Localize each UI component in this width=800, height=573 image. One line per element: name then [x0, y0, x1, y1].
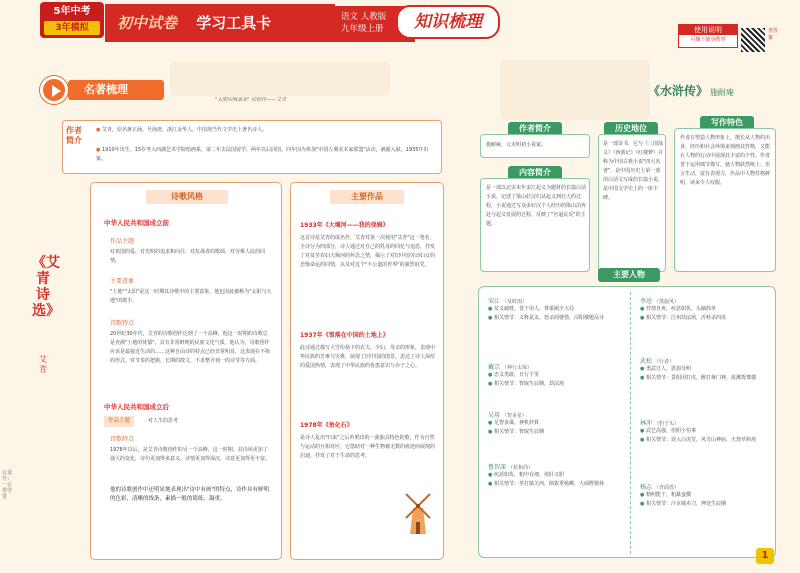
- feature-text: 1978年以后，是艾青诗歌创作的另一个高峰，这一时期，其诗风更加了强大的变化，诗句更加得多意义，诗情更加得深沉，诗意更加得更丰富。: [110, 447, 271, 462]
- style-closing: 他的诗歌创作中还明显地表现出"诗中有画"的特点，诗作具有鲜明的色彩，清晰的线条，素描一般的简练、凝重。: [110, 487, 270, 502]
- author-item-text: 艾青，原名蒋正涵，号海澄，浙江金华人，中国现当代文学史上著名诗人。: [101, 127, 267, 133]
- character-story: 相关情节：拳打镇关西，倒拔垂杨柳，大闹野猪林: [493, 481, 604, 487]
- character-story: 相关情节：误入白虎堂，风雪山神庙，火烧草料场: [645, 437, 756, 443]
- history-text: 是一部奇书，它与《三国演义》《西游记》《红楼梦》并称为中国古典小说"四大名著"，是中国历史上第一部用白话文写成的长篇小说，是中国文学史上的一座丰碑。: [603, 141, 664, 201]
- character-name: 李逵: [640, 298, 653, 305]
- characters-tab: 主要人物: [598, 268, 660, 282]
- character-nickname: （豹子头）: [653, 421, 679, 427]
- side-note: 公众号：一公里学堂: [2, 470, 13, 500]
- book-title-vertical: 《艾青诗选》: [32, 255, 60, 319]
- work-title: 1978年《鱼化石》: [300, 422, 353, 429]
- feature-label: 诗歌特点: [110, 436, 135, 443]
- character-story: 相关情节：智取生辰纲: [493, 429, 544, 435]
- usage-subtitle: 可撕下随身携带: [690, 37, 726, 43]
- character-name: 杨志: [640, 484, 653, 491]
- sun-illustration: [170, 62, 390, 96]
- character-nickname: （花和尚）: [507, 465, 533, 471]
- book-author: 施耐庵: [709, 88, 734, 97]
- image-text: "土地""太阳"是这一时期其诗歌中的主要意象，他也因此被称为"太阳与大地"的歌手。: [110, 289, 272, 304]
- theme-text: 对人生的思考: [148, 418, 179, 424]
- character-card: 鲁智深 （花和尚） ● 疾恶如仇，粗中有细，侠肝义胆 ● 相关情节：拳打镇关西，倒拔垂杨柳，大闹野猪林: [488, 464, 604, 487]
- windmill-icon: [404, 488, 432, 536]
- work-text: 这首诗是艾青的成名作，艾青对第一次使用"艾青"这一笔名。全诗分为四部分，诗人通过对自己的乳母的回忆与追思，抒发了对贫苦农妇大堰河的怀念之情，揭示了对旧中国劳动妇女的悲惨命运的同情，以及对这个"不公道的世界"的强烈诅咒。: [300, 235, 436, 268]
- work-title: 1933年《大堰河——我的保姆》: [300, 222, 389, 229]
- character-card: 杨志 （青面兽） ● 精明能干，粗暴蛮横 ● 相关情节：汴京城卖刀，押送生辰纲: [640, 484, 726, 507]
- character-card: 戴宗 （神行太保） ● 忠义勇敢，日行千里 ● 相关情节：智取生辰纲，劫法场: [488, 364, 564, 387]
- character-nickname: （青面兽）: [653, 485, 679, 491]
- product-name: 学习工具卡: [196, 14, 272, 32]
- writing-text: 作者在塑造人物形象上，擅长从人物的出身、经历和社会环境来刻画其性格，又能在人物的行动中展现其丰富的个性。作者善于运用细节描写，使人物跃然纸上；语言生动，富有表现力，作品中人物性格鲜明，读来令人叹服。: [680, 135, 771, 186]
- character-card: 林冲 （豹子头） ● 武艺高强，但胆小怕事 ● 相关情节：误入白虎堂，风雪山神庙，火烧草料场: [640, 420, 756, 443]
- author-tab: 作者简介: [508, 122, 562, 136]
- characters-divider: [630, 292, 631, 554]
- scan-label: 查答案: [768, 28, 779, 41]
- play-icon[interactable]: [40, 76, 68, 104]
- character-nickname: （黑旋风）: [653, 299, 679, 305]
- character-traits: 疾恶如仇，粗中有细，侠肝义胆: [493, 472, 564, 478]
- character-traits: 精明能干，粗暴蛮横: [645, 492, 691, 498]
- character-story: 相关情节：江州劫法场，沂岭杀四虎: [645, 315, 726, 321]
- book-title-heading: [648, 82, 770, 102]
- usage-note: [678, 24, 738, 48]
- author-item: ● 1910年出生，15岁考入西湖艺术学院绘画系，第二年去法国留学，两年以后回国。同年因为参加"中国左翼美术家联盟"活动，被捕入狱，1935年出狱。: [96, 147, 429, 162]
- subject-label: 语文 人教版: [341, 12, 387, 22]
- character-story: 相关情节：景阳冈打虎，醉打蒋门神，血溅鸳鸯楼: [645, 375, 756, 381]
- character-name: 武松: [640, 358, 653, 365]
- character-name: 戴宗: [488, 364, 501, 371]
- works-heading: 主要作品: [330, 190, 404, 204]
- section-title: 名著梳理: [68, 80, 164, 100]
- character-card: 李逵 （黑旋风） ● 性情直爽，疾恶如仇，头脑简单 ● 相关情节：江州劫法场，沂岭杀四虎: [640, 298, 726, 321]
- character-traits: 仗义疏财，善于用人，尊重顾全大局: [493, 306, 574, 312]
- author-item-text: 1910年出生，15岁考入西湖艺术学院绘画系，第二年去法国留学，两年以后回国。同年因为参加"中国左翼美术家联盟"活动，被捕入狱，1935年出狱。: [96, 147, 429, 162]
- character-nickname: （智多星）: [501, 413, 527, 419]
- character-story: 相关情节：智取生辰纲，劫法场: [493, 381, 564, 387]
- qr-code-icon[interactable]: [741, 28, 765, 52]
- writing-tab: 写作特色: [700, 116, 754, 130]
- theme-label: 作品主题: [110, 238, 135, 245]
- grade-label: 九年级上册: [341, 24, 384, 34]
- content-tab: 内容简介: [508, 166, 562, 180]
- author-text: 施耐庵，元末明初小说家。: [486, 142, 547, 148]
- book-title: 《水浒传》: [648, 84, 709, 98]
- work-text: 是诗人复出"归来"之后吟唱出的一曲独具特色的歌，作为自然与运动的互相对应，它借助对一种生物被无数的痕迹而展现的启迪，抒发了对于生命的思考。: [300, 435, 436, 459]
- content-text: 是一部以北宋末年宋江起义为题材的长篇白话小说，记述了梁山好汉们从起义到壮大的过程，小说通过写众多好汉个人经历的梁山泊奔赴与起义发展的过程，反映了"官逼民反"的主题。: [486, 185, 587, 227]
- character-traits: 勇武过人，恩怨分明: [645, 366, 691, 372]
- logo-line-1: 5年中考: [53, 6, 91, 17]
- character-story: 相关情节：汴京城卖刀，押送生辰纲: [645, 501, 726, 507]
- theme-chip: 作品主题: [104, 416, 134, 427]
- feature-text: 20世纪30年代，艾青的诗歌创作达到了一个高峰，他这一时期的诗歌总是充满"土地的忧郁"，具有非常鲜明的民族文化气质。他认为，诗歌创作应该是最接近生活的……这种自由诗的特点已经非常明显，这表现在不拘的形式，对节奏的把握，长期的散文，不求整齐划一的诗节等方面。: [110, 331, 271, 364]
- character-card: 吴用 （智多星） ● 足智多谋，神机妙算 ● 相关情节：智取生辰纲: [488, 412, 544, 435]
- era-heading: 中华人民共和国成立后: [104, 403, 169, 411]
- character-name: 林冲: [640, 420, 653, 427]
- theme-text: 对祖国的爱、对光明的追求和向往、对抗战者的歌颂、对劳难人民的同情。: [110, 249, 266, 264]
- character-name: 吴用: [488, 412, 501, 419]
- feature-label: 诗歌特点: [110, 320, 135, 327]
- character-traits: 足智多谋，神机妙算: [493, 420, 539, 426]
- author-item: ● 艾青，原名蒋正涵，号海澄，浙江金华人，中国现当代文学史上著名诗人。: [96, 127, 267, 133]
- book-author-vertical: 艾青: [39, 355, 47, 374]
- brand-logo: [40, 2, 104, 38]
- series-banner: [105, 4, 335, 42]
- series-name: 初中试卷: [117, 14, 178, 32]
- character-card: 宋江 （及时雨） ● 仗义疏财，善于用人，尊重顾全大局 ● 相关情节：义释晁盖，怒杀阎婆惜，浔阳楼题反诗: [488, 298, 604, 321]
- character-nickname: （及时雨）: [501, 299, 527, 305]
- character-nickname: （神行太保）: [501, 365, 532, 371]
- poem-caption: "太阳向我滚来" 的创作——艾青: [215, 97, 287, 103]
- character-traits: 忠义勇敢，日行千里: [493, 372, 539, 378]
- work-text: 此诗通过描写大雪纷扬下的农夫、少妇、母亲的形象，表现中华民族的苦难与灾难，展现了旧中国的图景，表达了诗人深厚的爱国热情，表现了中华民族的优患意识与赤子之心。: [300, 345, 436, 369]
- page-number: 1: [756, 548, 774, 564]
- outlaw-illustration: [500, 60, 650, 120]
- character-traits: 性情直爽，疾恶如仇，头脑简单: [645, 306, 716, 312]
- history-tab: 历史地位: [604, 122, 658, 136]
- work-title: 1937年《雪落在中国的土地上》: [300, 332, 389, 339]
- character-nickname: （行者）: [653, 359, 674, 365]
- logo-line-2: 3年模拟: [44, 21, 100, 35]
- usage-title: 使用说明: [679, 25, 737, 35]
- character-name: 宋江: [488, 298, 501, 305]
- author-label: 作者简介: [66, 126, 82, 145]
- character-name: 鲁智深: [488, 464, 507, 471]
- knowledge-badge: 知识梳理: [396, 5, 500, 39]
- character-story: 相关情节：义释晁盖，怒杀阎婆惜，浔阳楼题反诗: [493, 315, 604, 321]
- style-heading: 诗歌风格: [146, 190, 228, 204]
- character-card: 武松 （行者） ● 勇武过人，恩怨分明 ● 相关情节：景阳冈打虎，醉打蒋门神，血溅鸳鸯楼: [640, 358, 756, 381]
- character-traits: 武艺高强，但胆小怕事: [645, 428, 696, 434]
- era-heading: 中华人民共和国成立前: [104, 219, 169, 227]
- image-label: 主要意象: [110, 278, 135, 285]
